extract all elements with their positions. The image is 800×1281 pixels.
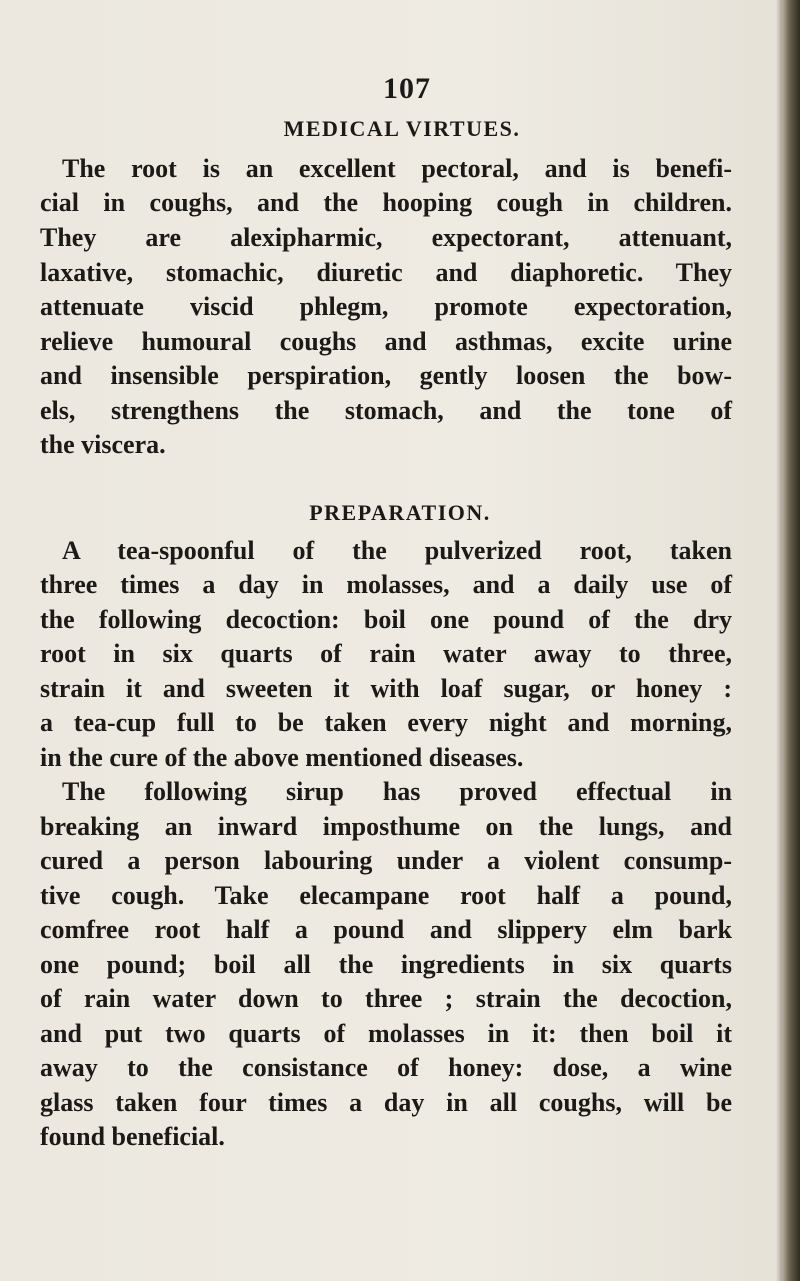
text-line: strain it and sweeten it with loaf sugar, or honey : — [40, 674, 732, 703]
book-binding-edge — [782, 0, 800, 1281]
page-number: 107 — [383, 72, 431, 105]
text-line: of rain water down to three ; strain the decoction, — [40, 984, 732, 1013]
text-line: glass taken four times a day in all coughs, will be — [40, 1088, 732, 1117]
text-line: in the cure of the above mentioned diseases. — [40, 743, 524, 772]
text-line: found beneficial. — [40, 1122, 225, 1151]
text-line: and insensible perspiration, gently loosen the bow- — [40, 361, 732, 390]
text-line: root in six quarts of rain water away to three, — [40, 639, 732, 668]
section-heading-preparation: PREPARATION. — [309, 500, 491, 525]
text-line: cured a person labouring under a violent consump- — [40, 846, 732, 875]
text-line: The root is an excellent pectoral, and is benefi- — [62, 154, 732, 183]
text-line: one pound; boil all the ingredients in six quarts — [40, 950, 732, 979]
text-line: tive cough. Take elecampane root half a pound, — [40, 881, 732, 910]
text-line: laxative, stomachic, diuretic and diaphoretic. They — [40, 258, 732, 287]
text-line: els, strengthens the stomach, and the tone of — [40, 396, 732, 425]
section-heading-medical-virtues: MEDICAL VIRTUES. — [283, 116, 521, 141]
text-line: the following decoction: boil one pound of the dry — [40, 605, 732, 634]
text-line: and put two quarts of molasses in it: then boil it — [40, 1019, 732, 1048]
text-line: three times a day in molasses, and a daily use of — [40, 570, 732, 599]
text-line: away to the consistance of honey: dose, a wine — [40, 1053, 732, 1082]
text-line: breaking an inward imposthume on the lungs, and — [40, 812, 732, 841]
text-line: The following sirup has proved effectual in — [62, 777, 732, 806]
text-line: They are alexipharmic, expectorant, attenuant, — [40, 223, 732, 252]
text-line: relieve humoural coughs and asthmas, excite urine — [40, 327, 732, 356]
text-line: comfree root half a pound and slippery elm bark — [40, 915, 732, 944]
text-line: attenuate viscid phlegm, promote expectoration, — [40, 292, 732, 321]
text-line: a tea-cup full to be taken every night and morning, — [40, 708, 732, 737]
text-line: A tea-spoonful of the pulverized root, taken — [62, 536, 732, 565]
text-line: the viscera. — [40, 430, 166, 459]
text-line: cial in coughs, and the hooping cough in children. — [40, 188, 732, 217]
